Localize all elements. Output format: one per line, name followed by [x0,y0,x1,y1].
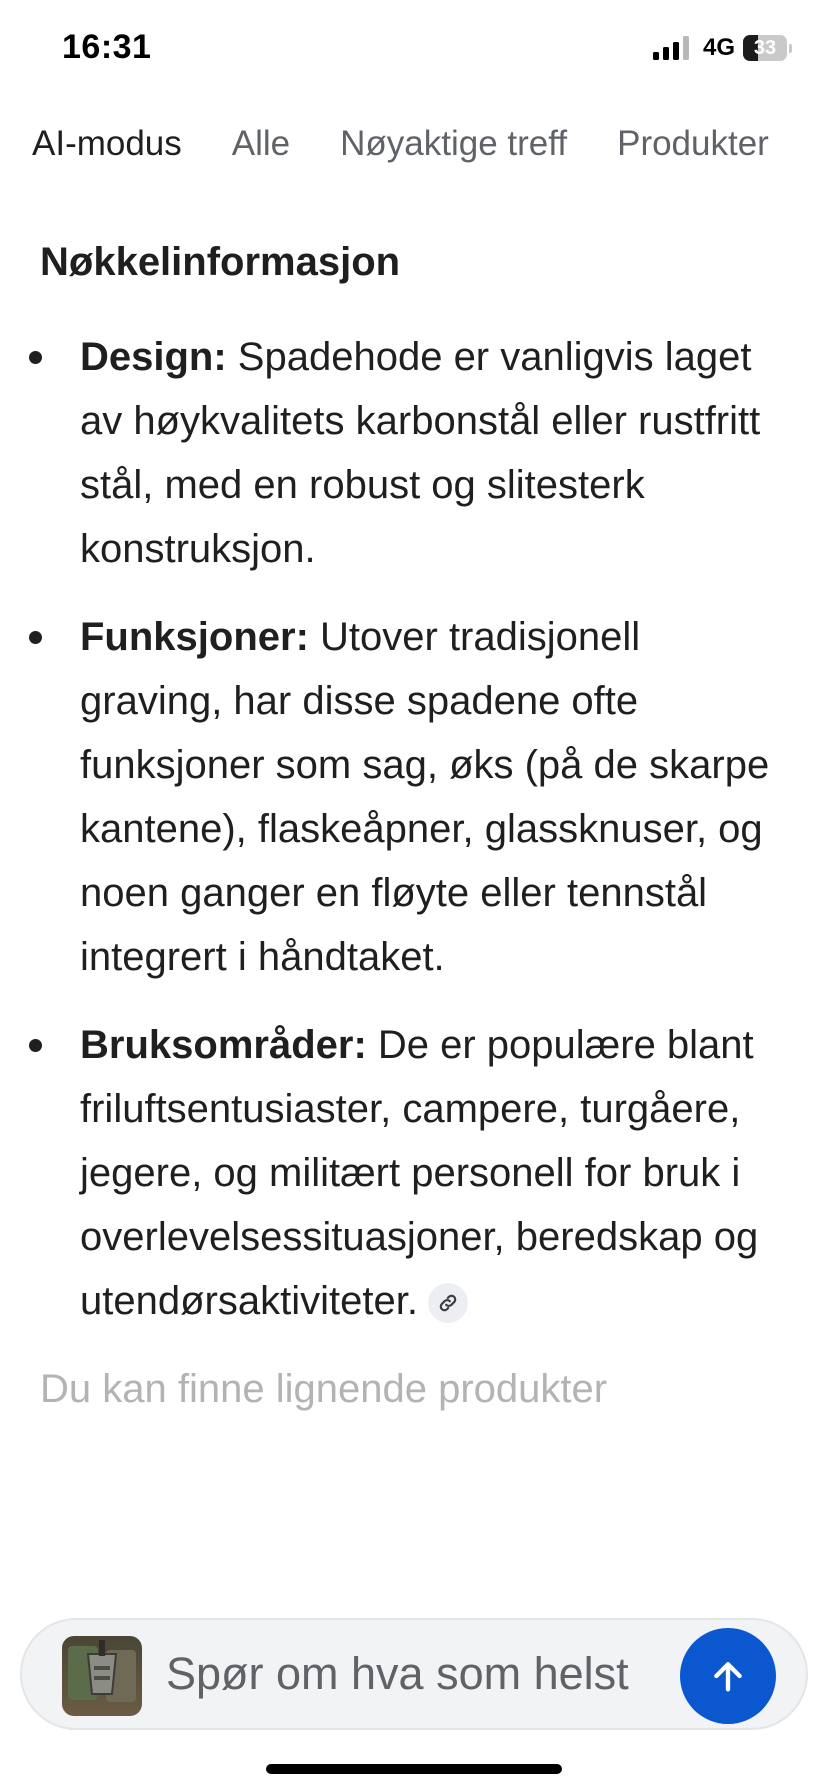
ask-input-placeholder: Spør om hva som helst [166,1648,629,1699]
search-mode-tabs [0,112,828,176]
key-info-list [0,325,828,1333]
bullet-text: Utover tradisjonell graving, har disse spadene ofte funksjoner som sag, øks (på de skarpe kantene), flaskeåpner, glassknuser, og noen ganger en fløyte eller tennstål integrert i håndtaket. [80,615,770,979]
bullet-dot [29,1039,42,1052]
ai-answer [0,240,828,1421]
list-item [0,325,828,581]
bullet-text: De er populære blant friluftsentusiaster, campere, turgåere, jegere, og militært personell for bruk i overlevelsessituasjoner, beredskap og utendørsaktiviteter. [80,1023,759,1323]
network-type: 4G [702,34,735,61]
bullet-text: Spadehode er vanligvis laget av høykvalitets karbonstål eller rustfritt stål, med en robust og slitesterk konstruksjon. [80,335,761,571]
status-bar [0,0,828,100]
list-item [0,1013,828,1333]
status-time: 16:31 [62,28,152,66]
tab-ai-mode[interactable]: AI-modus [32,124,182,163]
continuation-text: Du kan finne lignende produkter [40,1367,608,1411]
tab-products[interactable]: Produkter [617,124,769,163]
home-indicator[interactable] [266,1764,562,1774]
battery-icon [743,35,792,61]
source-link-button[interactable] [428,1283,468,1323]
shovel-thumbnail[interactable] [62,1636,142,1716]
list-item [0,605,828,989]
bullet-dot [29,351,42,364]
cellular-signal-icon [653,36,689,60]
bullet-title: Funksjoner: [80,615,309,659]
tab-all[interactable]: Alle [231,124,291,163]
battery-level: 33 [753,37,777,59]
arrow-up-icon [708,1656,748,1696]
tab-exact-matches[interactable]: Nøyaktige treff [340,124,568,163]
bullet-title: Bruksområder: [80,1023,367,1067]
link-icon [437,1292,459,1314]
section-heading: Nøkkelinformasjon [40,240,401,284]
status-indicators [653,34,792,62]
send-button[interactable] [680,1628,776,1724]
ask-input-bar[interactable] [20,1618,808,1730]
bullet-title: Design: [80,335,227,379]
bullet-dot [29,631,42,644]
